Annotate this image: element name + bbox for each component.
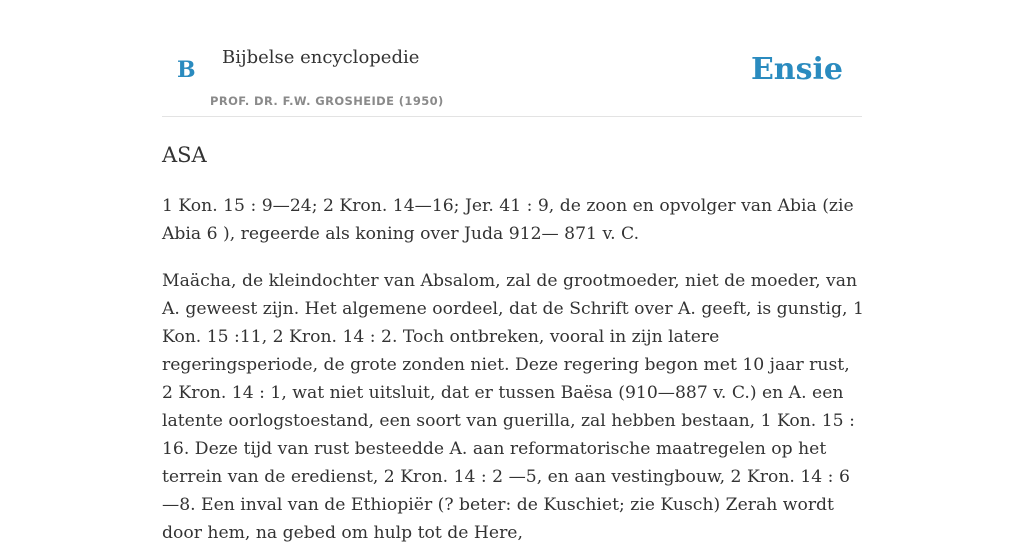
book-author: PROF. DR. F.W. GROSHEIDE (1950)	[210, 94, 444, 108]
header	[162, 0, 862, 117]
entry-paragraph: Maächa, de kleindochter van Absalom, zal de grootmoeder, niet de moeder, van A. geweest zijn. Het algemene oordeel, dat de Schrift over A. geeft, is gunstig, 1 Kon. 15 :11, 2 Kron. 14 : 2. Toch ontbreken, vooral in zijn latere regeringsperiode, de grote zonden niet. Deze regering begon met 10 jaar rust, 2 Kron. 14 : 1, wat niet uitsluit, dat er tussen Baësa (910—887 v. C.) en A. een latente oorlogstoestand, een soort van guerilla, zal hebben bestaan, 1 Kon. 15 : 16. Deze tijd van rust besteedde A. aan reformatorische maatregelen op het terrein van de eredienst, 2 Kron. 14 : 2 —5, en aan vestingbouw, 2 Kron. 14 : 6—8. Een inval van de Ethiopiër (? beter: de Kuschiet; zie Kusch) Zerah wordt door hem, na gebed om hulp tot de Here,	[162, 271, 864, 543]
entry-paragraph: 1 Kon. 15 : 9—24; 2 Kron. 14—16; Jer. 41 : 9, de zoon en opvolger van Abia (zie Abia 6 ), regeerde als koning over Juda 912— 871 v. C.	[162, 196, 854, 244]
entry-content	[162, 138, 866, 547]
book-title-link[interactable]: Bijbelse encyclopedie	[222, 47, 420, 68]
entry-title: ASA	[162, 143, 207, 167]
ensie-logo-link[interactable]: Ensie	[750, 52, 843, 87]
book-logo[interactable]: B	[177, 57, 196, 83]
